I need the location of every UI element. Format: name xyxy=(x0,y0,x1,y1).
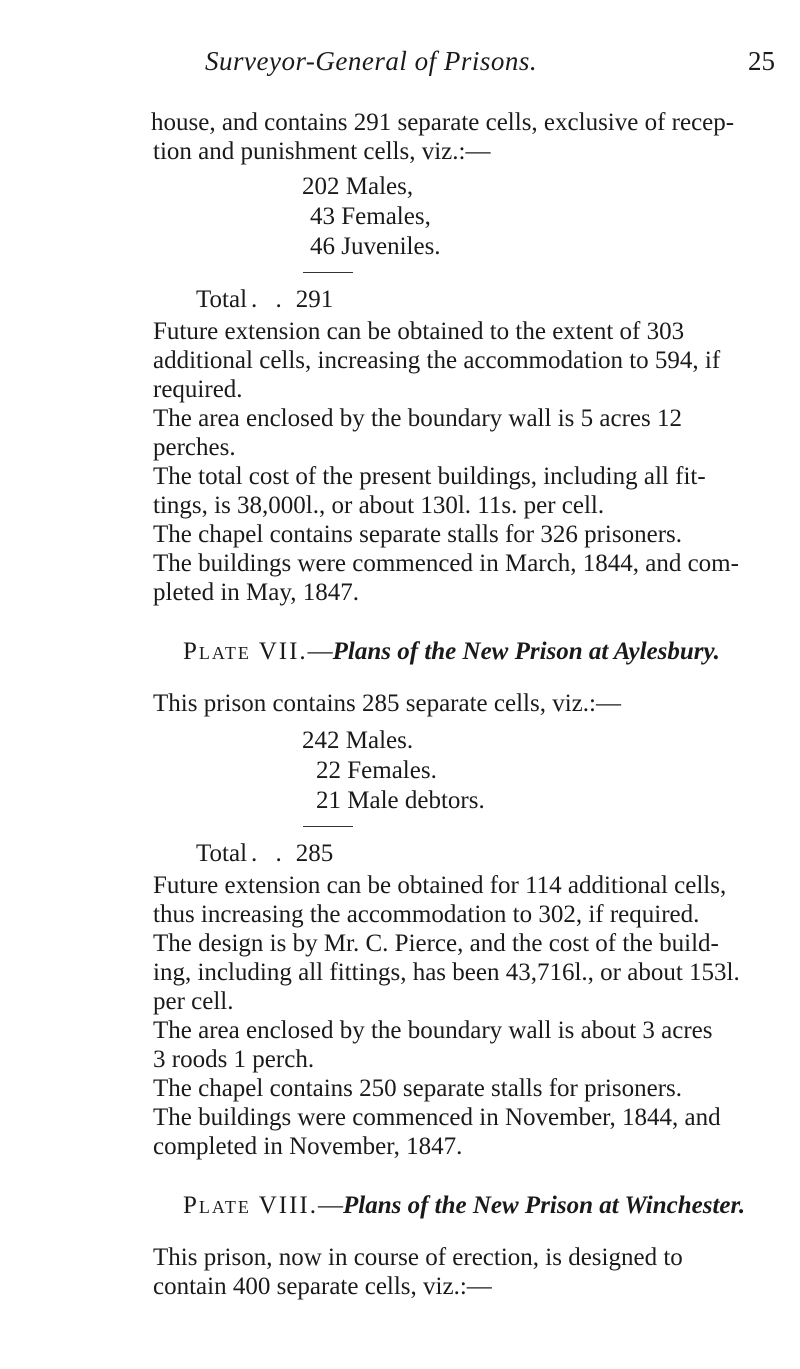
text-line: This prison, now in course of erection, is designed to xyxy=(153,1244,683,1271)
plate-dash: — xyxy=(317,1192,343,1219)
cell-list xyxy=(153,172,773,262)
body-text xyxy=(153,108,773,1301)
text-line: required. xyxy=(153,376,243,403)
text-line: The design is by Mr. C. Pierce, and the cost of the build- xyxy=(153,930,719,957)
total-label: Total xyxy=(196,286,248,313)
plate-heading xyxy=(153,637,773,667)
list-item: 46 Juveniles. xyxy=(310,233,441,260)
list-item: 242 Males. xyxy=(302,727,414,754)
text-line: completed in November, 1847. xyxy=(153,1133,463,1160)
running-head xyxy=(205,46,775,86)
total-row xyxy=(153,839,773,869)
sum-rule xyxy=(303,272,353,273)
text-line: additional cells, increasing the accommodation to 594, if xyxy=(153,347,721,374)
text-line: The area enclosed by the boundary wall is 5 acres 12 xyxy=(153,405,682,432)
plate-title: Plans of the New Prison at Winchester. xyxy=(342,1192,746,1219)
text-line: perches. xyxy=(153,434,236,461)
section1-paragraphs xyxy=(153,317,773,607)
text-line: 3 roods 1 perch. xyxy=(153,1046,315,1073)
text-line: The buildings were commenced in November, 1844, and xyxy=(153,1104,721,1131)
plate-label: Plate VIII. xyxy=(183,1192,318,1219)
text-line: The chapel contains 250 separate stalls for prisoners. xyxy=(153,1075,682,1102)
text-line: The chapel contains separate stalls for 326 prisoners. xyxy=(153,521,682,548)
text-line: This prison contains 285 separate cells, viz.:— xyxy=(153,690,621,717)
total-value: 285 xyxy=(295,840,334,867)
text-line: per cell. xyxy=(153,988,234,1015)
total-row xyxy=(153,285,773,315)
plate-title: Plans of the New Prison at Aylesbury. xyxy=(332,638,720,665)
total-value: 291 xyxy=(295,286,334,313)
list-item: 43 Females, xyxy=(310,203,431,230)
total-label: Total xyxy=(196,840,248,867)
sum-rule xyxy=(303,826,353,827)
text-line: The total cost of the present buildings, including all fit- xyxy=(153,463,706,490)
page-number: 25 xyxy=(748,46,775,76)
list-item: 21 Male debtors. xyxy=(316,787,485,814)
plate7-paragraphs xyxy=(153,871,773,1161)
list-item: 202 Males, xyxy=(302,173,414,200)
plate-label: Plate VII. xyxy=(183,638,308,665)
text-line: thus increasing the accommodation to 302, if required. xyxy=(153,901,700,928)
running-title: Surveyor-General of Prisons. xyxy=(205,46,538,76)
text-line: The area enclosed by the boundary wall is about 3 acres xyxy=(153,1017,713,1044)
text-line: Future extension can be obtained to the extent of 303 xyxy=(153,318,685,345)
text-line: contain 400 separate cells, viz.:— xyxy=(153,1273,492,1300)
text-line: pleted in May, 1847. xyxy=(153,579,359,606)
plate-heading xyxy=(153,1191,773,1221)
total-dots: . . xyxy=(251,840,288,867)
plate-dash: — xyxy=(307,638,333,665)
total-dots: . . xyxy=(251,286,288,313)
list-item: 22 Females. xyxy=(316,757,437,784)
text-line: The buildings were commenced in March, 1844, and com- xyxy=(153,550,739,577)
text-line: tings, is 38,000l., or about 130l. 11s. per cell. xyxy=(153,492,605,519)
cell-list xyxy=(153,726,773,816)
text-line: house, and contains 291 separate cells, exclusive of recep- xyxy=(151,109,735,136)
text-line: tion and punishment cells, viz.:— xyxy=(153,138,491,165)
text-line: ing, including all fittings, has been 43,716l., or about 153l. xyxy=(153,959,740,986)
text-line: Future extension can be obtained for 114 additional cells, xyxy=(153,872,727,899)
